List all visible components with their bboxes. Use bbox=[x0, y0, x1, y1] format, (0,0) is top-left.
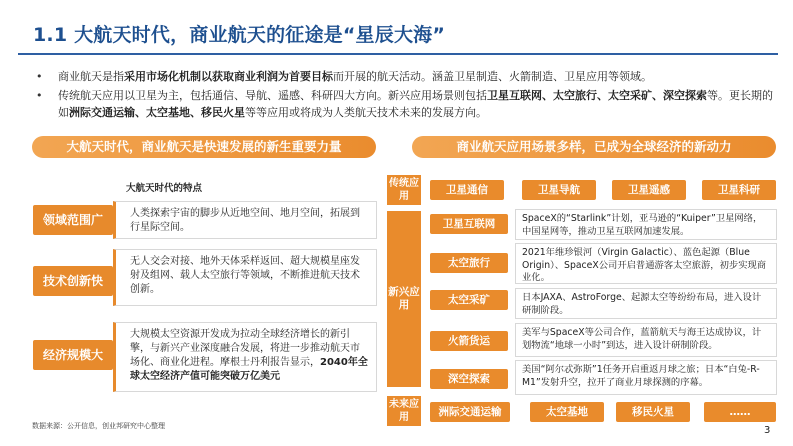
page-number: 3 bbox=[764, 425, 771, 436]
feature-desc-scope: 人类探索宇宙的脚步从近地空间、地月空间，拓展到行星际空间。 bbox=[113, 201, 377, 239]
future-app-intercontinental-transport: 洲际交通运输 bbox=[430, 402, 510, 422]
traditional-app-research: 卫星科研 bbox=[702, 180, 776, 200]
feature-label-economy: 经济规模大 bbox=[33, 340, 113, 370]
traditional-app-satcom: 卫星通信 bbox=[430, 180, 504, 200]
emerging-desc-space-mining: 日本JAXA、AstroForge、起源太空等纷纷布局，进入设计研制阶段。 bbox=[515, 288, 777, 319]
intro-bullets bbox=[36, 68, 776, 123]
emerging-app-deep-space: 深空探索 bbox=[430, 369, 508, 389]
feature-label-innovation: 技术创新快 bbox=[33, 266, 113, 296]
bullet-item: • 传统航天应用以卫星为主，包括通信、导航、遥感、科研四大方向。新兴应用场景则包括卫星互联网、太空旅行、太空采矿、深空探索等。更长期的如洲际交通运输、太空基地、移民火星等等应用或将成为人类航天技术未来的发展方向。 bbox=[36, 89, 773, 119]
page-title: 1.1 大航天时代，商业航天的征途是“星辰大海” bbox=[33, 24, 446, 46]
feature-label-scope: 领域范围广 bbox=[33, 205, 113, 235]
data-source-note: 数据来源：公开信息，创业邦研究中心整理 bbox=[32, 422, 165, 430]
emerging-desc-space-travel: 2021年维珍银河（Virgin Galactic）、蓝色起源（Blue Origin）、SpaceX公司开启普通游客太空旅游，初步实现商业化。 bbox=[515, 243, 777, 284]
bullet-dot-icon: • bbox=[36, 89, 43, 102]
category-traditional: 传统应用 bbox=[387, 175, 421, 205]
features-heading: 大航天时代的特点 bbox=[126, 183, 203, 194]
emerging-desc-deep-space: 美国“阿尔忒弥斯”1任务开启重返月球之旅；日本“白兔-R-M1”发射升空，拉开了商业月球探测的序幕。 bbox=[515, 360, 777, 395]
category-future: 未来应用 bbox=[387, 396, 421, 426]
emerging-app-space-travel: 太空旅行 bbox=[430, 253, 508, 273]
emerging-app-rocket-cargo: 火箭货运 bbox=[430, 331, 508, 351]
traditional-app-remote-sensing: 卫星遥感 bbox=[612, 180, 686, 200]
left-section-banner: 大航天时代，商业航天是快速发展的新生重要力量 bbox=[32, 136, 376, 158]
feature-desc-innovation: 无人交会对接、地外天体采样返回、超大规模星座发射及组网、载人太空旅行等领域，不断推进航天技术创新。 bbox=[113, 249, 377, 306]
emerging-app-space-mining: 太空采矿 bbox=[430, 290, 508, 310]
emerging-desc-satellite-internet: SpaceX的“Starlink”计划，亚马逊的“Kuiper”卫星网络，中国星网等，推动卫星互联网加速发展。 bbox=[515, 209, 777, 240]
future-app-more: …… bbox=[704, 402, 776, 422]
bullet-dot-icon: • bbox=[36, 70, 43, 83]
category-emerging: 新兴应用 bbox=[387, 211, 421, 387]
emerging-app-satellite-internet: 卫星互联网 bbox=[430, 214, 508, 234]
feature-desc-economy: 大规模太空资源开发成为拉动全球经济增长的新引擎，与新兴产业深度融合发展，将进一步推动航天市场化、商业化进程。摩根士丹利报告显示，2040年全球太空经济产值可能突破万亿美元 bbox=[113, 322, 377, 392]
future-app-mars-migration: 移民火星 bbox=[616, 402, 690, 422]
title-divider bbox=[18, 53, 778, 55]
right-section-banner: 商业航天应用场景多样，已成为全球经济的新动力 bbox=[412, 136, 776, 158]
traditional-app-satnav: 卫星导航 bbox=[522, 180, 596, 200]
future-app-space-base: 太空基地 bbox=[530, 402, 604, 422]
bullet-item: • 商业航天是指采用市场化机制以获取商业利润为首要目标而开展的航天活动。涵盖卫星制造、火箭制造、卫星应用等领域。 bbox=[36, 70, 652, 83]
emerging-desc-rocket-cargo: 美军与SpaceX等公司合作，蓝箭航天与海王达成协议，计划物流“地球一小时”到达，进入设计研制阶段。 bbox=[515, 323, 777, 357]
